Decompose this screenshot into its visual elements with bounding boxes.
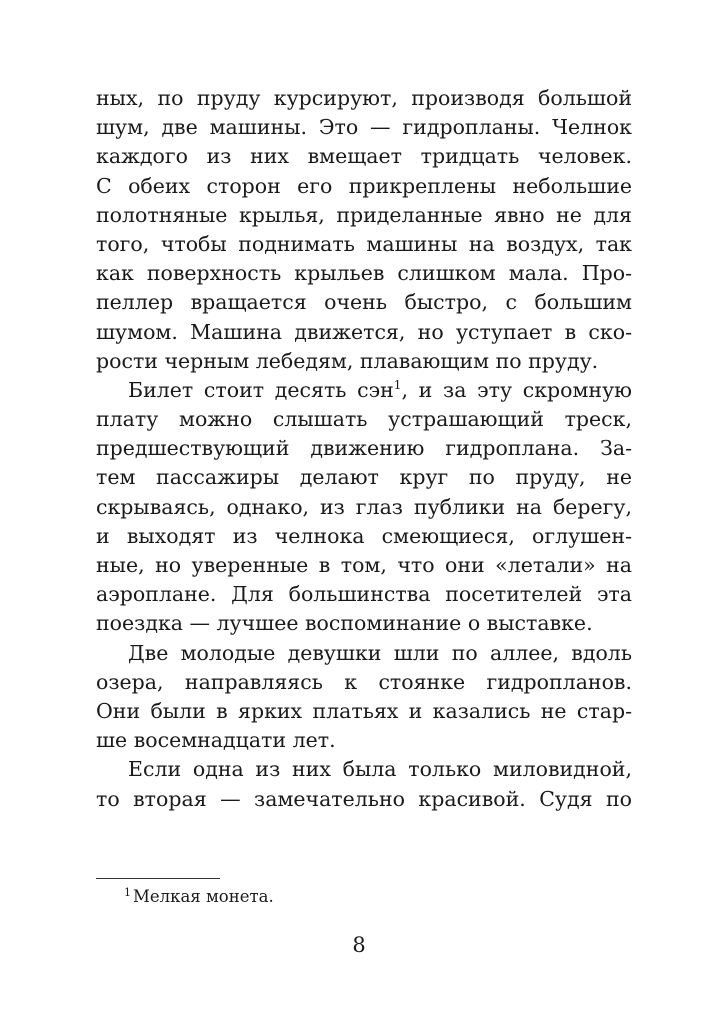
text-line: тем пассажиры делают круг по пруду, не	[96, 465, 632, 490]
text-line: Они были в ярких платьях и казались не стар-	[96, 698, 632, 723]
text-line: скрываясь, однако, из глаз публики на берегу,	[96, 494, 632, 519]
text-line: Если одна из них была только миловидной,	[128, 757, 632, 782]
text-line: ные, но уверенные в том, что они «летали» на	[96, 553, 632, 577]
text-line: ных, по пруду курсируют, производя большой	[96, 86, 632, 110]
text-line: шумом. Машина движется, но уступает в ско-	[96, 319, 632, 344]
text-line: предшествующий движению гидроплана. За-	[96, 436, 632, 461]
text-line: озера, направляясь к стоянке гидропланов.	[96, 669, 632, 694]
text-line: как поверхность крыльев слишком мала. Про-	[96, 261, 632, 286]
text-line: то вторая — замечательно красивой. Судя по	[96, 786, 632, 811]
text-line: пеллер вращается очень быстро, с большим	[96, 290, 632, 315]
text-line: рости черным лебедям, плавающим по пруду.	[96, 348, 599, 373]
text-segment: Билет стоит десять сэн	[128, 377, 394, 402]
text-line-with-footnote-ref	[96, 376, 632, 405]
text-line: и выходят из челнока смеющиеся, оглушен-	[96, 523, 632, 548]
text-line: поездка — лучшее воспоминание о выставке.	[96, 611, 593, 636]
footnote-divider	[96, 878, 220, 879]
page-number: 8	[352, 933, 366, 957]
text-line: Две молодые девушки шли по аллее, вдоль	[128, 640, 632, 665]
footnote-reference: 1	[393, 377, 402, 392]
footnote	[124, 886, 274, 908]
page-body	[96, 84, 632, 814]
text-line: того, чтобы поднимать машины на воздух, так	[96, 231, 632, 256]
text-line: плату можно слышать устрашающий треск,	[96, 407, 632, 432]
text-line: ше восемнадцати лет.	[96, 728, 336, 753]
text-segment: , и за эту скромную	[401, 377, 632, 402]
footnote-marker: 1	[124, 886, 131, 899]
text-line: каждого из них вмещает тридцать человек.	[96, 144, 632, 169]
text-line: шум, две машины. Это — гидропланы. Челнок	[96, 115, 632, 140]
text-line: полотняные крылья, приделанные явно не для	[96, 202, 632, 227]
text-line: С обеих сторон его прикреплены небольшие	[96, 173, 632, 198]
text-line: аэроплане. Для большинства посетителей эта	[96, 582, 632, 607]
footnote-text: Мелкая монета.	[133, 887, 274, 906]
